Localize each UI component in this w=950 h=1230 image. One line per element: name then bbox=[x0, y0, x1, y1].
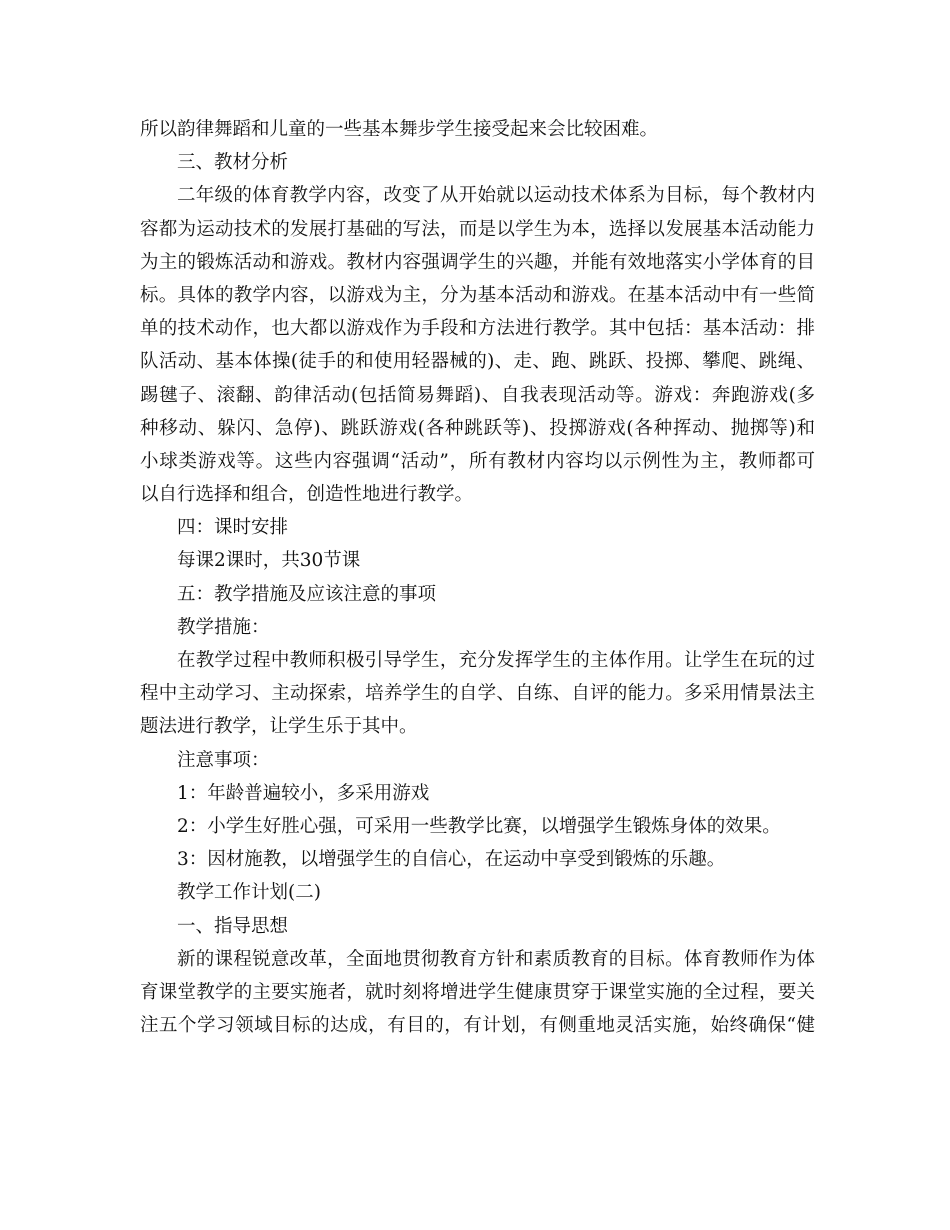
text-line: 容都为运动技术的发展打基础的写法，而是以学生为本，选择以发展基本活动能力 bbox=[140, 218, 815, 240]
text-line: 四：课时安排 bbox=[177, 517, 289, 539]
text-line: 2：小学生好胜心强，可采用一些教学比赛，以增强学生锻炼身体的效果。 bbox=[177, 815, 781, 837]
text-line: 题法进行教学，让学生乐于其中。 bbox=[140, 716, 418, 738]
text-line: 队活动、基本体操(徒手的和使用轻器械的)、走、跑、跳跃、投掷、攀爬、跳绳、 bbox=[140, 351, 815, 373]
text-line: 种移动、躲闪、急停)、跳跃游戏(各种跳跃等)、投掷游戏(各种挥动、抛掷等)和 bbox=[140, 417, 815, 439]
text-line: 一、指导思想 bbox=[177, 915, 289, 937]
text-line: 小球类游戏等。这些内容强调“活动”，所有教材内容均以示例性为主，教师都可 bbox=[140, 450, 815, 472]
text-line: 为主的锻炼活动和游戏。教材内容强调学生的兴趣，并能有效地落实小学体育的目 bbox=[140, 251, 815, 273]
text-line: 新的课程锐意改革，全面地贯彻教育方针和素质教育的目标。体育教师作为体 bbox=[177, 948, 815, 970]
text-line: 单的技术动作，也大都以游戏作为手段和方法进行教学。其中包括：基本活动：排 bbox=[140, 318, 815, 340]
text-line: 二年级的体育教学内容，改变了从开始就以运动技术体系为目标，每个教材内 bbox=[177, 185, 815, 207]
document-body bbox=[140, 113, 815, 1042]
text-line: 教学措施： bbox=[177, 616, 270, 638]
text-line: 踢毽子、滚翻、韵律活动(包括简易舞蹈)、自我表现活动等。游戏：奔跑游戏(多 bbox=[140, 384, 815, 406]
text-line: 每课2课时，共30节课 bbox=[177, 550, 361, 572]
text-line: 三、教材分析 bbox=[177, 152, 289, 174]
text-line: 1：年龄普遍较小，多采用游戏 bbox=[177, 782, 430, 804]
text-line: 在教学过程中教师积极引导学生，充分发挥学生的主体作用。让学生在玩的过 bbox=[177, 650, 815, 671]
text-line: 注意事项： bbox=[177, 749, 270, 771]
text-line: 所以韵律舞蹈和儿童的一些基本舞步学生接受起来会比较困难。 bbox=[140, 119, 659, 140]
text-line: 以自行选择和组合，创造性地进行教学。 bbox=[140, 484, 474, 506]
text-line: 五：教学措施及应该注意的事项 bbox=[177, 583, 437, 605]
text-line: 3：因材施教，以增强学生的自信心，在运动中享受到锻炼的乐趣。 bbox=[177, 849, 726, 871]
text-line: 程中主动学习、主动探索，培养学生的自学、自练、自评的能力。多采用情景法主 bbox=[140, 683, 815, 705]
text-line: 育课堂教学的主要实施者，就时刻将增进学生健康贯穿于课堂实施的全过程，要关 bbox=[140, 981, 815, 1003]
text-line: 注五个学习领域目标的达成，有目的，有计划，有侧重地灵活实施，始终确保“健 bbox=[140, 1015, 815, 1037]
text-line: 标。具体的教学内容，以游戏为主，分为基本活动和游戏。在基本活动中有一些简 bbox=[140, 284, 815, 306]
text-line: 教学工作计划(二) bbox=[177, 882, 321, 904]
